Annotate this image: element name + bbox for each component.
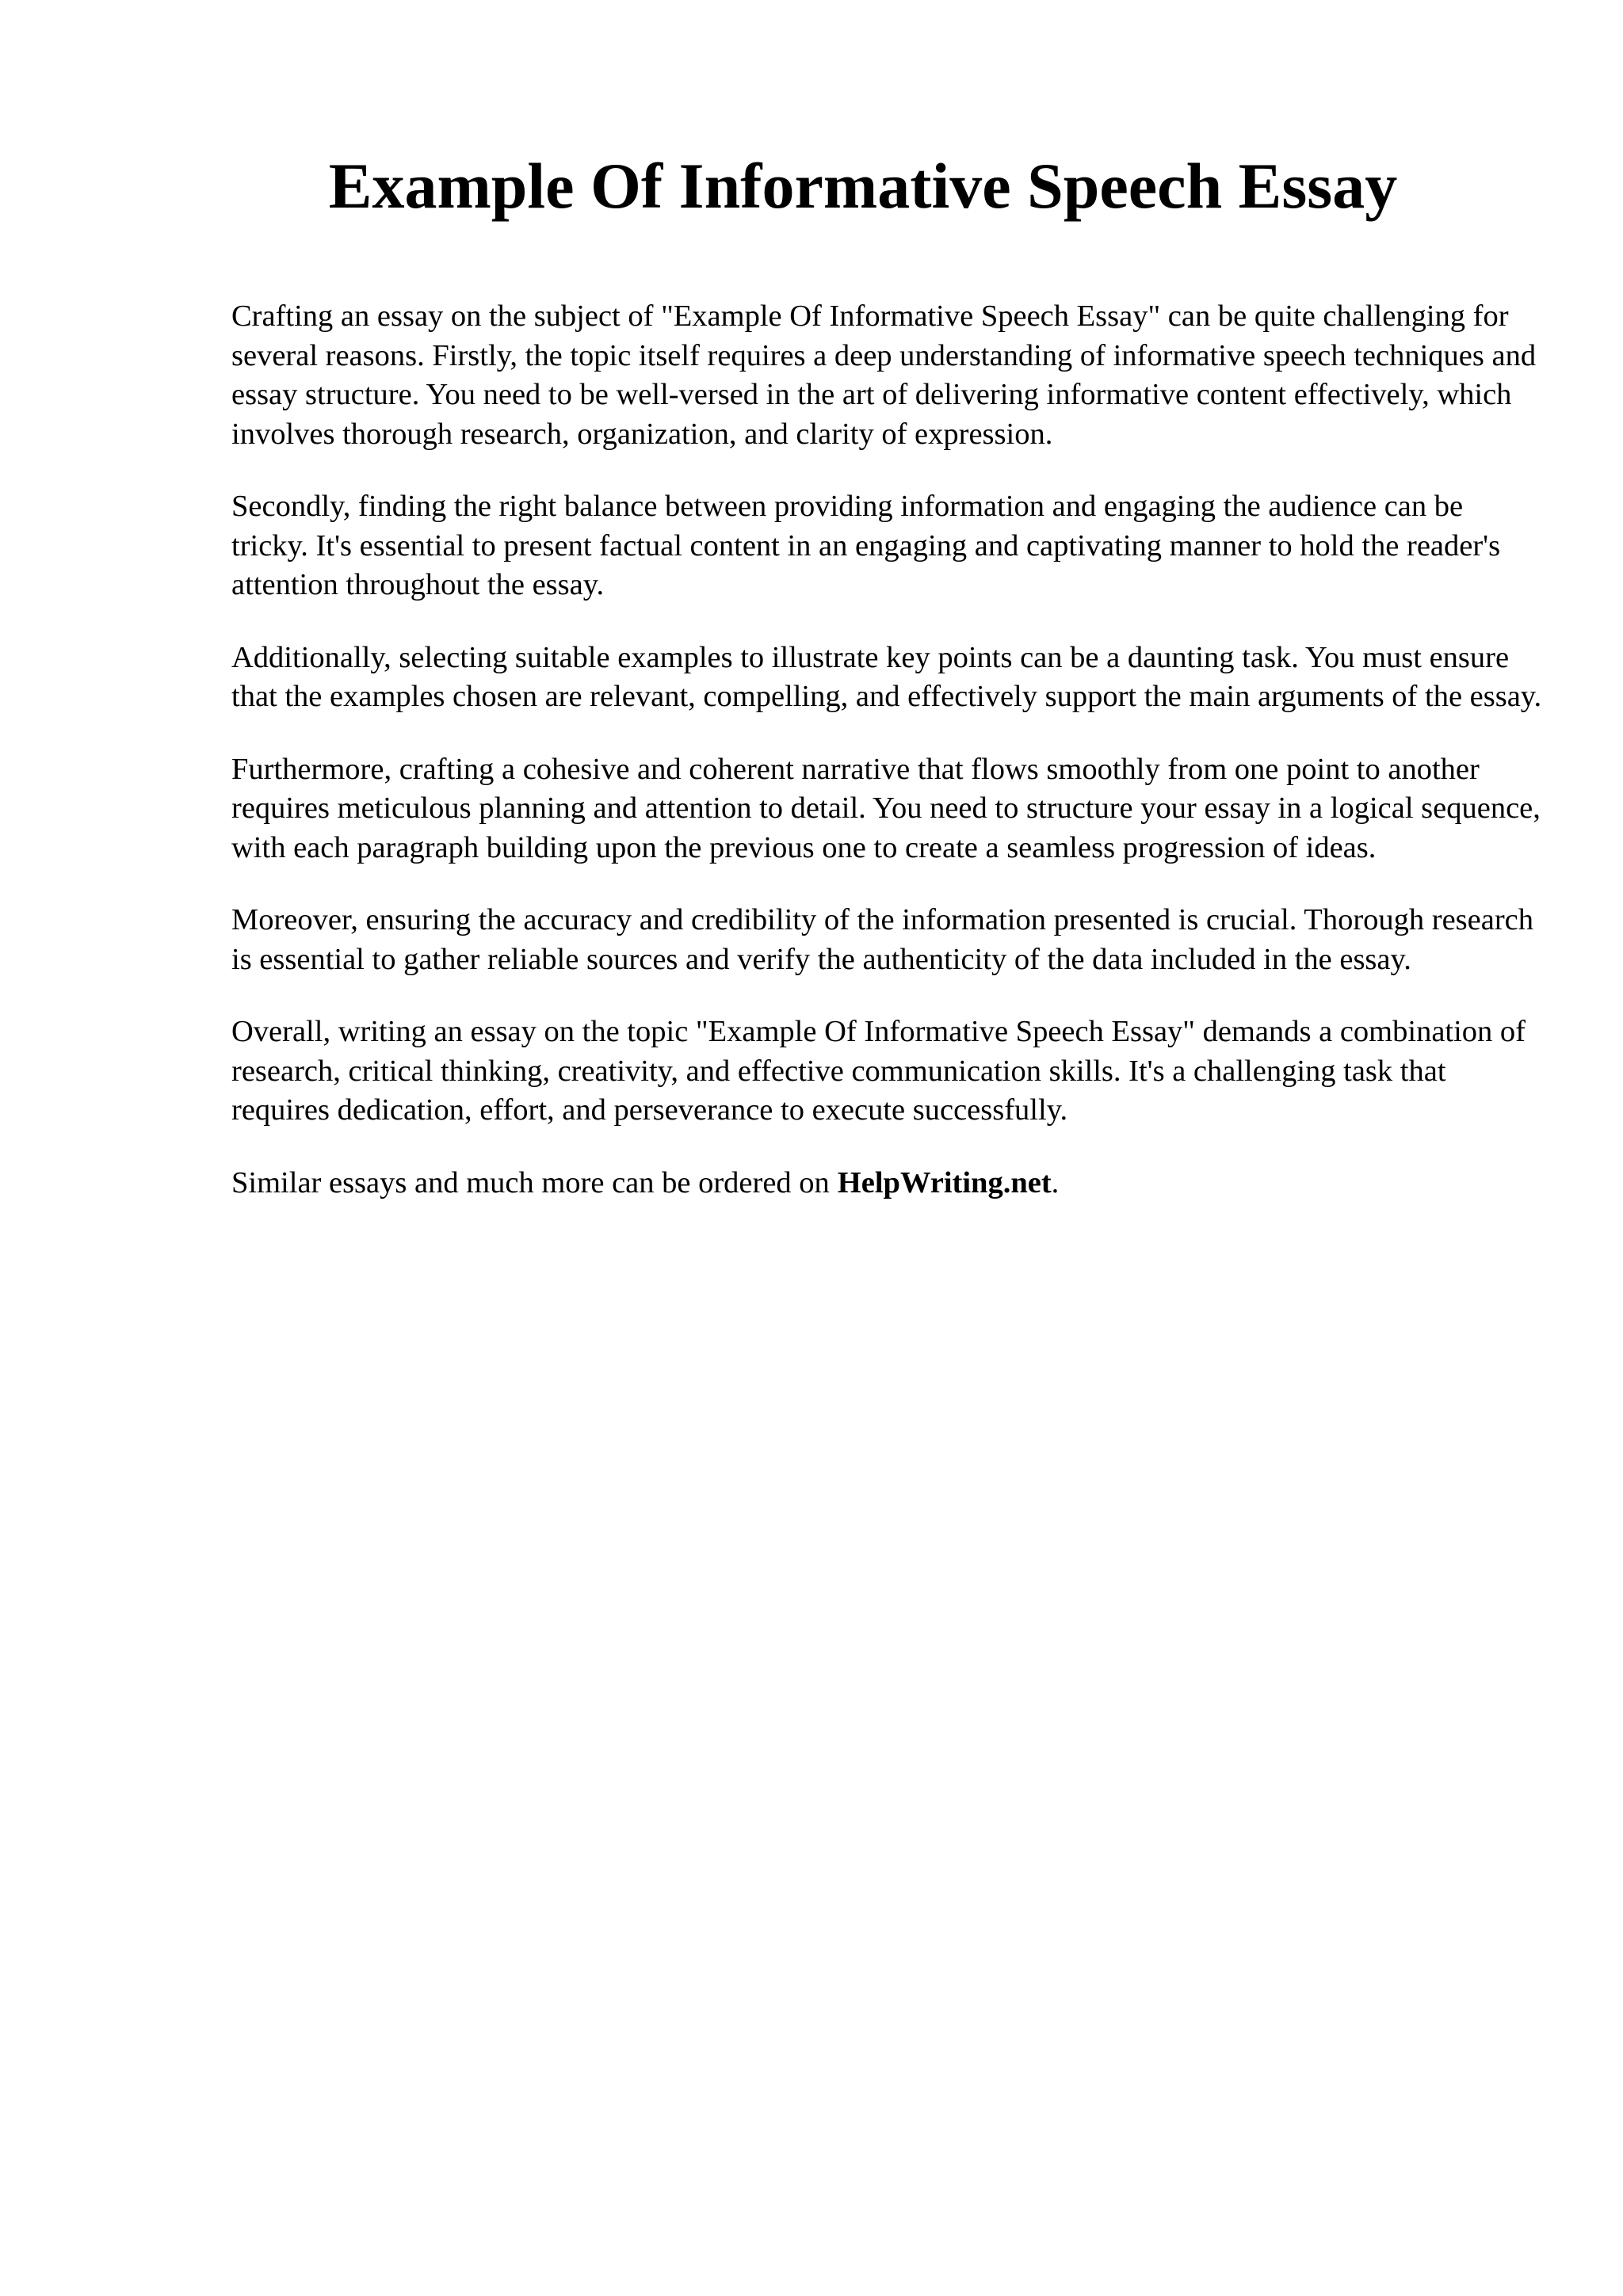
paragraph-4: Furthermore, crafting a cohesive and coherent narrative that flows smoothly from one point to another requires meticulous planning and attention to detail. You need to structure your essay in a logical sequence, with each paragraph building upon the previous one to create a seamless progression of ideas. [231,752,1541,864]
closing-text: Similar essays and much more can be ordered on [231,1165,830,1199]
document-body [231,297,1547,1236]
document-title: Example Of Informative Speech Essay [328,150,1398,222]
paragraph-6: Overall, writing an essay on the topic "Example Of Informative Speech Essay" demands a combination of research, critical thinking, creativity, and effective communication skills. It's a challenging task that requires dedication, effort, and perseverance to execute successfully. [231,1015,1526,1127]
paragraph-2: Secondly, finding the right balance between providing information and engaging the audience can be tricky. It's essential to present factual content in an engaging and captivating manner to hold the reader's attention throughout the essay. [231,490,1501,601]
paragraph-5: Moreover, ensuring the accuracy and credibility of the information presented is crucial. Thorough research is essential to gather reliable sources and verify the authenticity of the data included in the essay. [231,903,1533,976]
brand-link[interactable]: HelpWriting.net [837,1165,1052,1199]
paragraph-3: Additionally, selecting suitable examples to illustrate key points can be a daunting task. You must ensure that the examples chosen are relevant, compelling, and effectively support the main arguments of the essay. [231,640,1542,713]
paragraph-1: Crafting an essay on the subject of "Example Of Informative Speech Essay" can be quite challenging for several reasons. Firstly, the topic itself requires a deep understanding of informative speech techniques and essay structure. You need to be well-versed in the art of delivering informative content effectively, which involves thorough research, organization, and clarity of expression. [231,299,1537,451]
closing-line [231,1164,1547,1203]
closing-period: . [1051,1165,1060,1199]
